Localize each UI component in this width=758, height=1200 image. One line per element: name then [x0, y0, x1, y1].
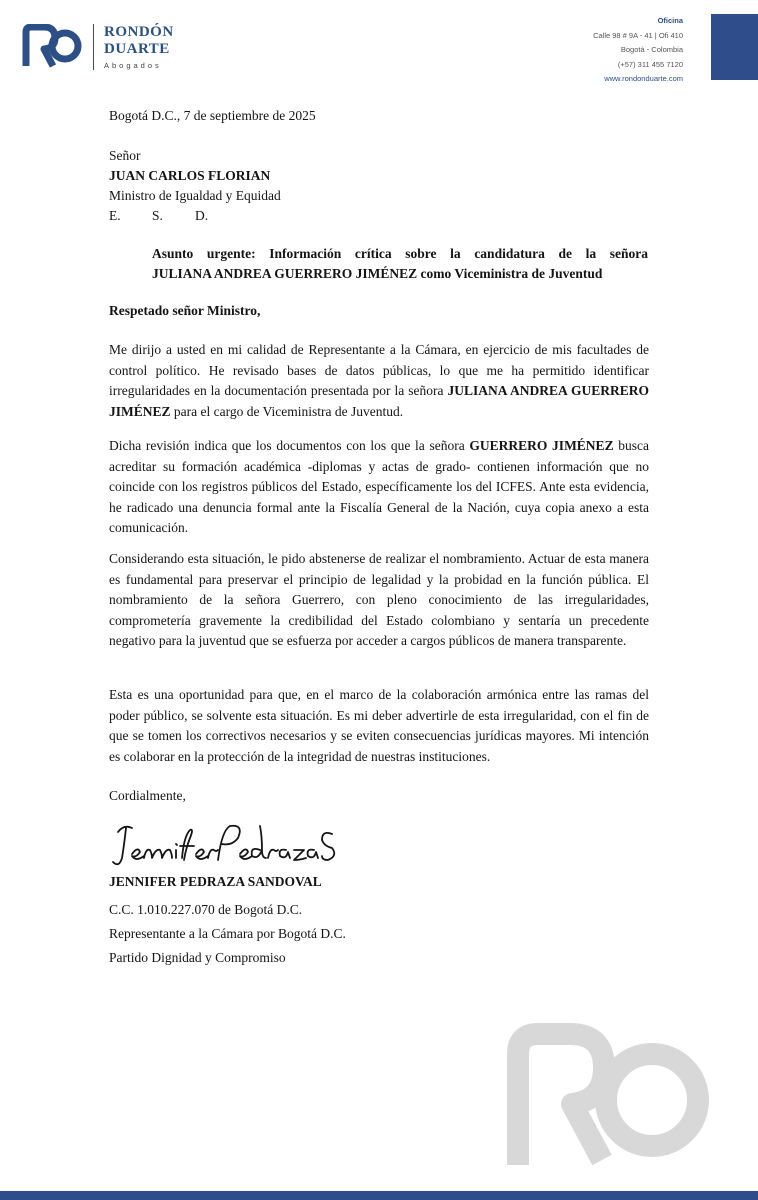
signer-name: JENNIFER PEDRAZA SANDOVAL: [109, 874, 322, 889]
signer-party: Partido Dignidad y Compromiso: [109, 950, 286, 965]
salutation: Respetado señor Ministro,: [109, 303, 261, 318]
p1-text-c: para el cargo de Viceministra de Juventud.: [170, 403, 404, 419]
brand-line-2: DUARTE: [104, 41, 170, 57]
logo-divider: [93, 24, 94, 70]
p2-text-a: Dicha revisión indica que los documentos con los que la señora: [109, 438, 470, 453]
signer-id: C.C. 1.010.227.070 de Bogotá D.C.: [109, 902, 303, 917]
brand-line-3: Abogados: [104, 61, 162, 70]
p1-text-a: Me dirijo a usted en mi calidad de Representante a la Cámara, en ejercicio de mis facultades de control político. He revisado bases de datos públicas, lo que me ha permitido identificar irregularidades en la documentación presentada por la señora: [109, 342, 649, 398]
office-phone: (+57) 311 455 7120: [617, 59, 683, 69]
office-title: Oficina: [657, 16, 683, 25]
brand-line-1: RONDÓN: [104, 24, 174, 40]
office-city: Bogotá - Colombia: [620, 45, 683, 54]
office-info: [593, 14, 683, 87]
recipient-name: JUAN CARLOS FLORIAN: [109, 168, 271, 183]
esd-s: S.: [152, 208, 163, 223]
watermark-logo-icon: [500, 1020, 715, 1170]
footer-accent-bar: [0, 1191, 758, 1200]
letter-date: Bogotá D.C., 7 de septiembre de 2025: [109, 108, 316, 123]
p1-name: JULIANA ANDREA GUERRERO JIMÉNEZ: [109, 383, 650, 419]
paragraph-3: Considerando esta situación, le pido abstenerse de realizar el nombramiento. Actuar de esta manera es fundamental para preservar el principio de legalidad y la probidad en la función pública. El nombramiento de la señora Guerrero, con pleno conocimiento de las irregularidades, comprometería gravemente la credibilidad del Estado colombiano y sentaría un precedente negativo para la juventud que se esfuerza por acceder a cargos públicos de manera transparente.: [109, 551, 649, 648]
brand-name: [104, 24, 174, 70]
rondon-duarte-logo-icon: [22, 24, 82, 68]
p2-name: GUERRERO JIMÉNEZ: [469, 438, 614, 453]
esd-line: [109, 206, 281, 226]
closing: Cordialmente,: [109, 788, 186, 803]
subject: [152, 244, 648, 284]
recipient-title: Señor: [109, 148, 141, 163]
header-accent-bar: [711, 14, 758, 80]
subject-line-2: JULIANA ANDREA GUERRERO JIMÉNEZ como Viceministra de Juventud: [152, 266, 603, 281]
recipient-block: [109, 146, 281, 226]
esd-e: E.: [109, 208, 121, 223]
subject-line-1: Asunto urgente: Información crítica sobre la candidatura de la señora: [152, 246, 648, 261]
signer-role: Representante a la Cámara por Bogotá D.C.: [109, 926, 346, 941]
office-web: www.rondonduarte.com: [604, 74, 683, 83]
p2-text-c: busca acreditar su formación académica -diplomas y actas de grado- contienen información que no coincide con los registros públicos del Estado, específicamente los del ICFES. Ante esta evidencia, he radicado una denuncia formal ante la Fiscalía General de la Nación, cuya copia anexo a esta comunicación.: [109, 438, 649, 535]
esd-d: D.: [195, 208, 209, 223]
paragraph-2: [109, 436, 649, 539]
paragraph-4: Esta es una oportunidad para que, en el marco de la colaboración armónica entre las ramas del poder público, se solvente esta situación. Es mi deber advertirle de esta irregularidad, con el fin de que se tomen los correctivos necesarios y se eviten consecuencias jurídicas mayores. Mi intención es colaborar en la protección de la integridad de nuestras instituciones.: [109, 687, 649, 764]
paragraph-1: [109, 340, 649, 422]
recipient-role: Ministro de Igualdad y Equidad: [109, 188, 281, 203]
handwritten-signature: [110, 816, 340, 872]
office-address: Calle 98 # 9A - 41 | Ofi 410: [593, 30, 683, 40]
